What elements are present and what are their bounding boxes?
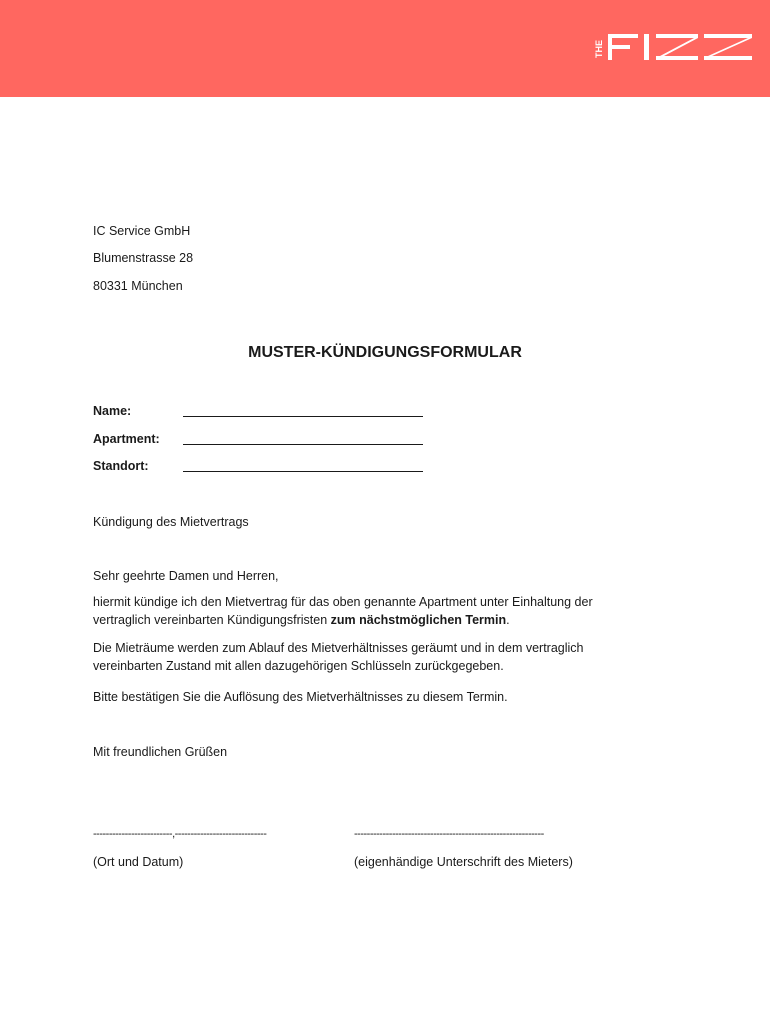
closing: Mit freundlichen Grüßen bbox=[93, 745, 228, 759]
paragraph-1-period: . bbox=[506, 613, 510, 627]
address-company: IC Service GmbH bbox=[93, 224, 191, 238]
paragraph-1-emphasis: zum nächstmöglichen Termin bbox=[330, 613, 507, 627]
svg-text:THE: THE bbox=[594, 40, 604, 58]
page-title: MUSTER-KÜNDIGUNGSFORMULAR bbox=[248, 344, 522, 361]
place-date-line: -------------------------,----------------------------- bbox=[93, 828, 267, 840]
name-field-line bbox=[183, 416, 423, 417]
standort-label: Standort: bbox=[93, 459, 149, 473]
apartment-field-line bbox=[183, 444, 423, 445]
place-date-caption: (Ort und Datum) bbox=[93, 855, 184, 869]
paragraph-1-line-2 bbox=[93, 611, 510, 629]
paragraph-2-line-2: vereinbarten Zustand mit allen dazugehörigen Schlüsseln zurückgegeben. bbox=[93, 659, 504, 673]
paragraph-3: Bitte bestätigen Sie die Auflösung des Mietverhältnisses zu diesem Termin. bbox=[93, 690, 508, 704]
paragraph-1-text: vertraglich vereinbarten Kündigungsfristen bbox=[93, 613, 331, 627]
address-street: Blumenstrasse 28 bbox=[93, 251, 194, 265]
signature-line: ------------------------------------------------------------ bbox=[354, 828, 544, 840]
address-city: 80331 München bbox=[93, 279, 183, 293]
name-label: Name: bbox=[93, 404, 132, 418]
salutation: Sehr geehrte Damen und Herren, bbox=[93, 569, 279, 583]
standort-field-line bbox=[183, 471, 423, 472]
paragraph-1-line-1: hiermit kündige ich den Mietvertrag für das oben genannte Apartment unter Einhaltung der bbox=[93, 595, 593, 609]
signature-caption: (eigenhändige Unterschrift des Mieters) bbox=[354, 855, 573, 869]
subject-line: Kündigung des Mietvertrags bbox=[93, 515, 249, 529]
paragraph-2-line-1: Die Mieträume werden zum Ablauf des Mietverhältnisses geräumt und in dem vertraglich bbox=[93, 641, 584, 655]
apartment-label: Apartment: bbox=[93, 432, 160, 446]
